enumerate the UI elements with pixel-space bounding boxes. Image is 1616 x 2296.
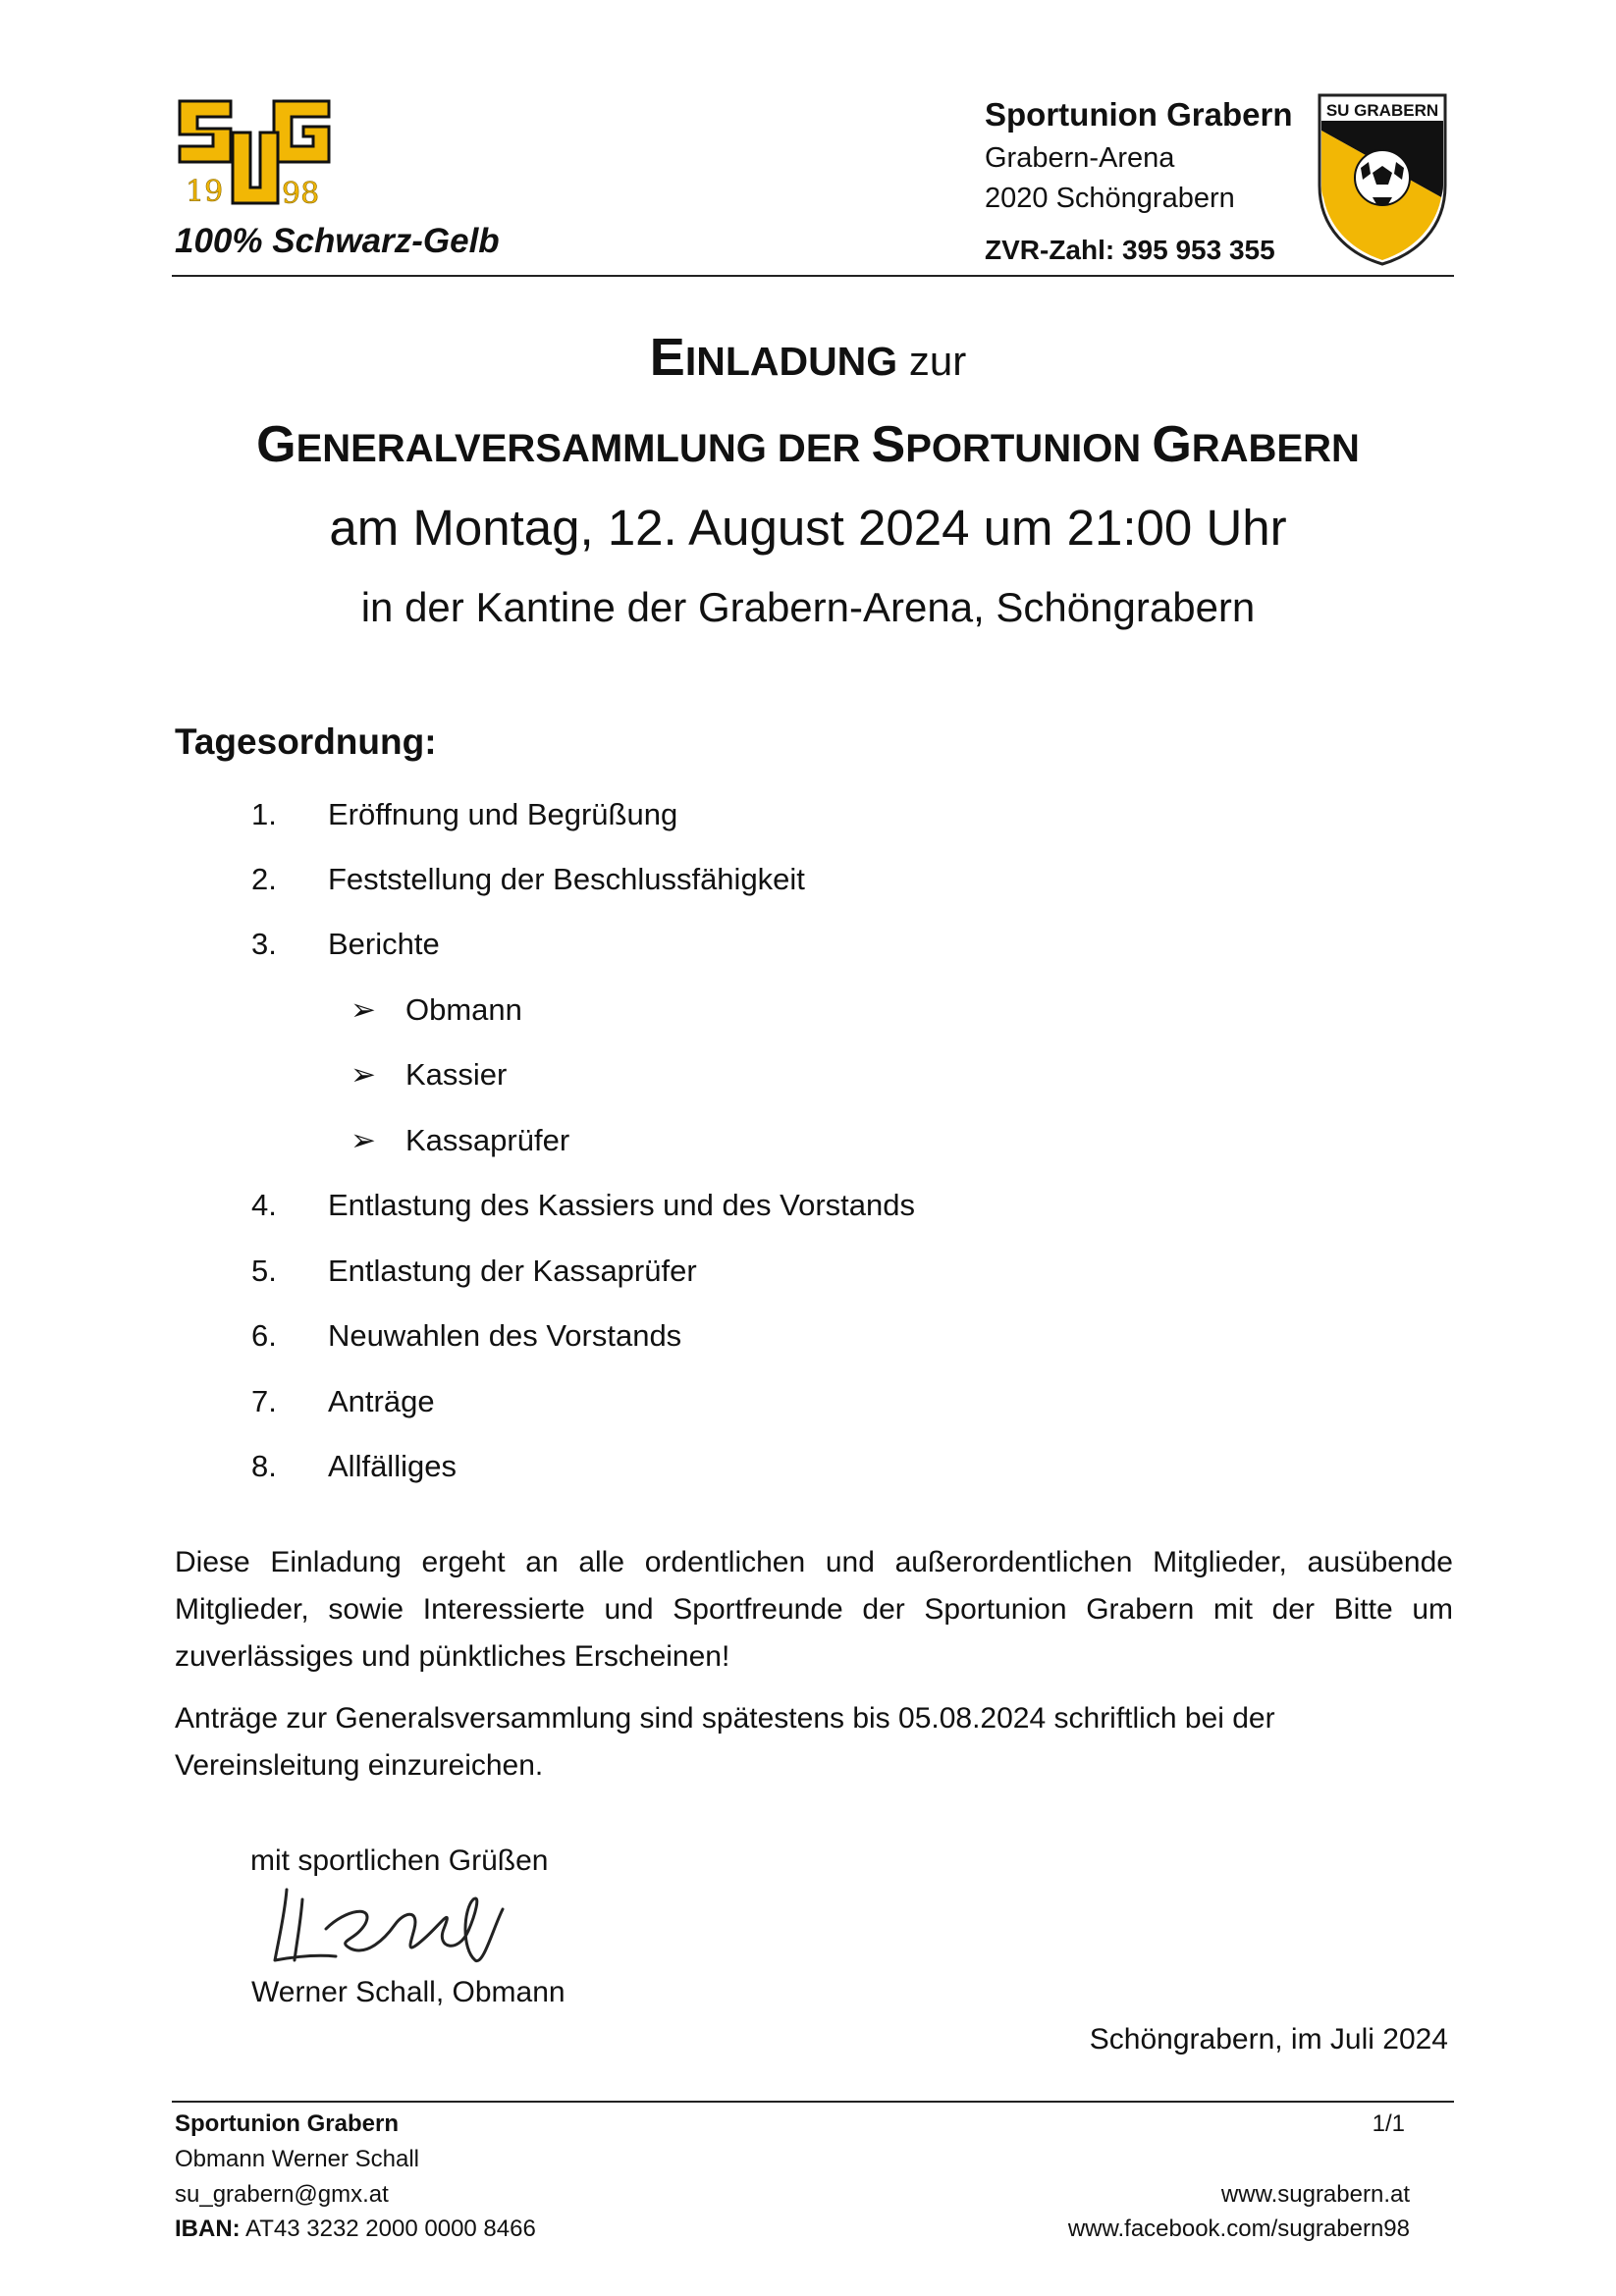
signer-name: Werner Schall, Obmann (251, 1976, 566, 2008)
agenda-item-text: Berichte (328, 927, 440, 961)
svg-text:19: 19 (186, 175, 224, 209)
title-invitation-suffix: zur (897, 338, 967, 384)
footer-divider (172, 2101, 1454, 2103)
title-assembly-part-3: RABERN (1191, 427, 1360, 470)
agenda-item-number: 1. (251, 797, 277, 831)
agenda-item-text: Entlastung der Kassaprüfer (328, 1254, 697, 1288)
sug-logo (172, 93, 339, 221)
meeting-location: in der Kantine der Grabern-Arena, Schöngrabern (360, 584, 1256, 630)
arrow-bullet-icon: ➢ (350, 1123, 376, 1157)
closing-greeting: mit sportlichen Grüßen (250, 1844, 549, 1877)
agenda-item-text: Entlastung des Kassiers und des Vorstands (328, 1188, 915, 1222)
place-date: Schöngrabern, im Juli 2024 (1089, 2023, 1448, 2056)
svg-text:98: 98 (282, 177, 320, 211)
title-assembly-initial-2: S (871, 416, 906, 473)
invitation-paragraph: Diese Einladung ergeht an alle ordentlichen und außerordentlichen Mitglieder, ausübende Mitglieder, sowie Interessierte und Sportfreunde der Sportunion Grabern mit der Bitte um zuverlässiges und pünktliches Erscheinen! (175, 1546, 1453, 1673)
agenda-item-text: Eröffnung und Begrüßung (328, 797, 678, 831)
footer-website-link[interactable]: www.sugrabern.at (1220, 2181, 1410, 2208)
agenda-subitem-text: Kassier (405, 1057, 508, 1092)
title-invitation-initial: E (649, 328, 685, 387)
handwritten-signature (257, 1870, 522, 1973)
arrow-bullet-icon: ➢ (350, 992, 376, 1027)
footer-email[interactable]: su_grabern@gmx.at (175, 2181, 389, 2208)
zvr-number: ZVR-Zahl: 395 953 355 (985, 235, 1275, 265)
deadline-paragraph: Anträge zur Generalsversammlung sind spätestens bis 05.08.2024 schriftlich bei der Vereinsleitung einzureichen. (175, 1702, 1275, 1782)
title-assembly (0, 415, 1616, 474)
svg-text:SU GRABERN: SU GRABERN (1325, 101, 1439, 120)
header-divider (172, 275, 1454, 277)
footer-facebook-link[interactable]: www.facebook.com/sugrabern98 (1067, 2216, 1410, 2242)
agenda-item-number: 8. (251, 1449, 277, 1483)
agenda-item-text: Neuwahlen des Vorstands (328, 1318, 682, 1353)
agenda-subitem-text: Obmann (405, 992, 522, 1027)
title-assembly-initial-3: G (1152, 416, 1192, 473)
club-name: Sportunion Grabern (985, 96, 1293, 133)
address-line-2: 2020 Schöngrabern (985, 183, 1235, 214)
footer-iban (175, 2216, 536, 2243)
footer-org: Sportunion Grabern (175, 2110, 399, 2137)
arrow-bullet-icon: ➢ (350, 1057, 376, 1092)
title-invitation (0, 327, 1616, 388)
club-crest (1314, 91, 1451, 268)
title-assembly-part-1: ENERALVERSAMMLUNG DER (296, 427, 872, 470)
agenda-item-number: 3. (251, 927, 277, 961)
address-line-1: Grabern-Arena (985, 142, 1175, 174)
agenda-item-text: Feststellung der Beschlussfähigkeit (328, 862, 805, 896)
agenda-item-number: 5. (251, 1254, 277, 1288)
footer-iban-label: IBAN: (175, 2216, 241, 2242)
title-assembly-part-2: PORTUNION (905, 427, 1153, 470)
meeting-date: am Montag, 12. August 2024 um 21:00 Uhr (329, 500, 1287, 556)
agenda-item-text: Allfälliges (328, 1449, 457, 1483)
footer-contact-person: Obmann Werner Schall (175, 2146, 419, 2172)
slogan: 100% Schwarz-Gelb (175, 222, 500, 260)
agenda-item-text: Anträge (328, 1384, 435, 1418)
title-invitation-rest: INLADUNG (684, 339, 898, 384)
agenda-item-number: 6. (251, 1318, 277, 1353)
agenda-subitem-text: Kassaprüfer (405, 1123, 570, 1157)
agenda-heading: Tagesordnung: (175, 721, 437, 762)
agenda-item-number: 2. (251, 862, 277, 896)
agenda-item-number: 7. (251, 1384, 277, 1418)
agenda-item-number: 4. (251, 1188, 277, 1222)
page-number: 1/1 (1372, 2110, 1405, 2137)
title-assembly-initial-1: G (256, 416, 296, 473)
footer-iban-value: AT43 3232 2000 0000 8466 (240, 2216, 536, 2242)
